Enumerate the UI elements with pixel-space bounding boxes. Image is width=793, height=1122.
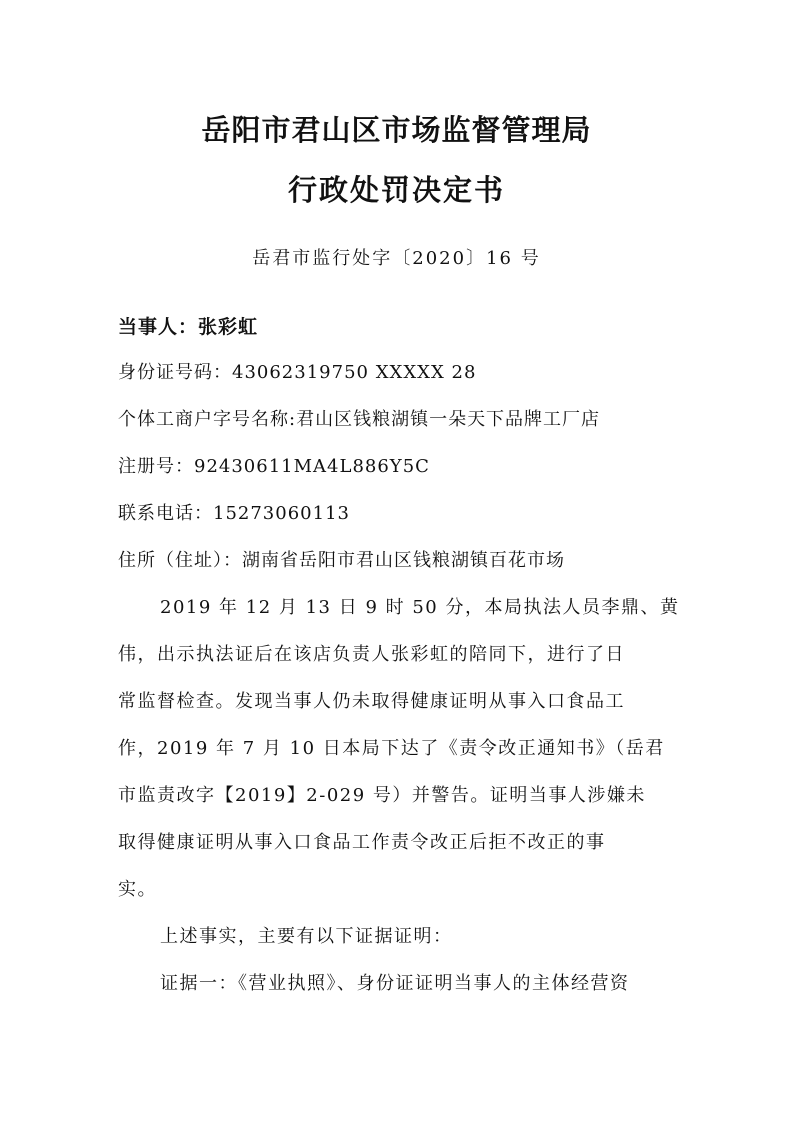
body-text-line: 作，2019 年 7 月 10 日本局下达了《责令改正通知书》（岳君 [118,738,665,759]
body-text-line: 伟，出示执法证后在该店负责人张彩虹的陪同下，进行了日 [118,644,625,665]
body-text-line: 取得健康证明从事入口食品工作责令改正后拒不改正的事 [118,832,606,853]
body-text-line: 市监责改字【2019】2-029 号）并警告。证明当事人涉嫌未 [118,785,646,806]
party-address: 住所（住址）：湖南省岳阳市君山区钱粮湖镇百花市场 [118,550,565,571]
agency-title: 岳阳市君山区市场监督管理局 [201,113,592,147]
body-text-line: 2019 年 12 月 13 日 9 时 50 分，本局执法人员李鼎、黄 [160,597,680,618]
business-name: 个体工商户字号名称:君山区钱粮湖镇一朵天下品牌工厂店 [118,409,601,430]
party-name: 当事人：张彩虹 [118,316,259,338]
contact-phone: 联系电话：15273060113 [118,503,350,524]
evidence-item: 证据一：《营业执照》、身份证证明当事人的主体经营资 [160,973,630,994]
document-type-title: 行政处罚决定书 [287,173,505,207]
body-text-line: 常监督检查。发现当事人仍未取得健康证明从事入口食品工 [118,691,625,712]
registration-number: 注册号：92430611MA4L886Y5C [118,456,430,477]
body-text-line: 实。 [118,879,157,900]
party-id-number: 身份证号码：43062319750 XXXXX 28 [118,362,477,383]
evidence-intro: 上述事实，主要有以下证据证明： [160,926,453,947]
document-number: 岳君市监行处字〔2020〕16 号 [252,248,541,269]
